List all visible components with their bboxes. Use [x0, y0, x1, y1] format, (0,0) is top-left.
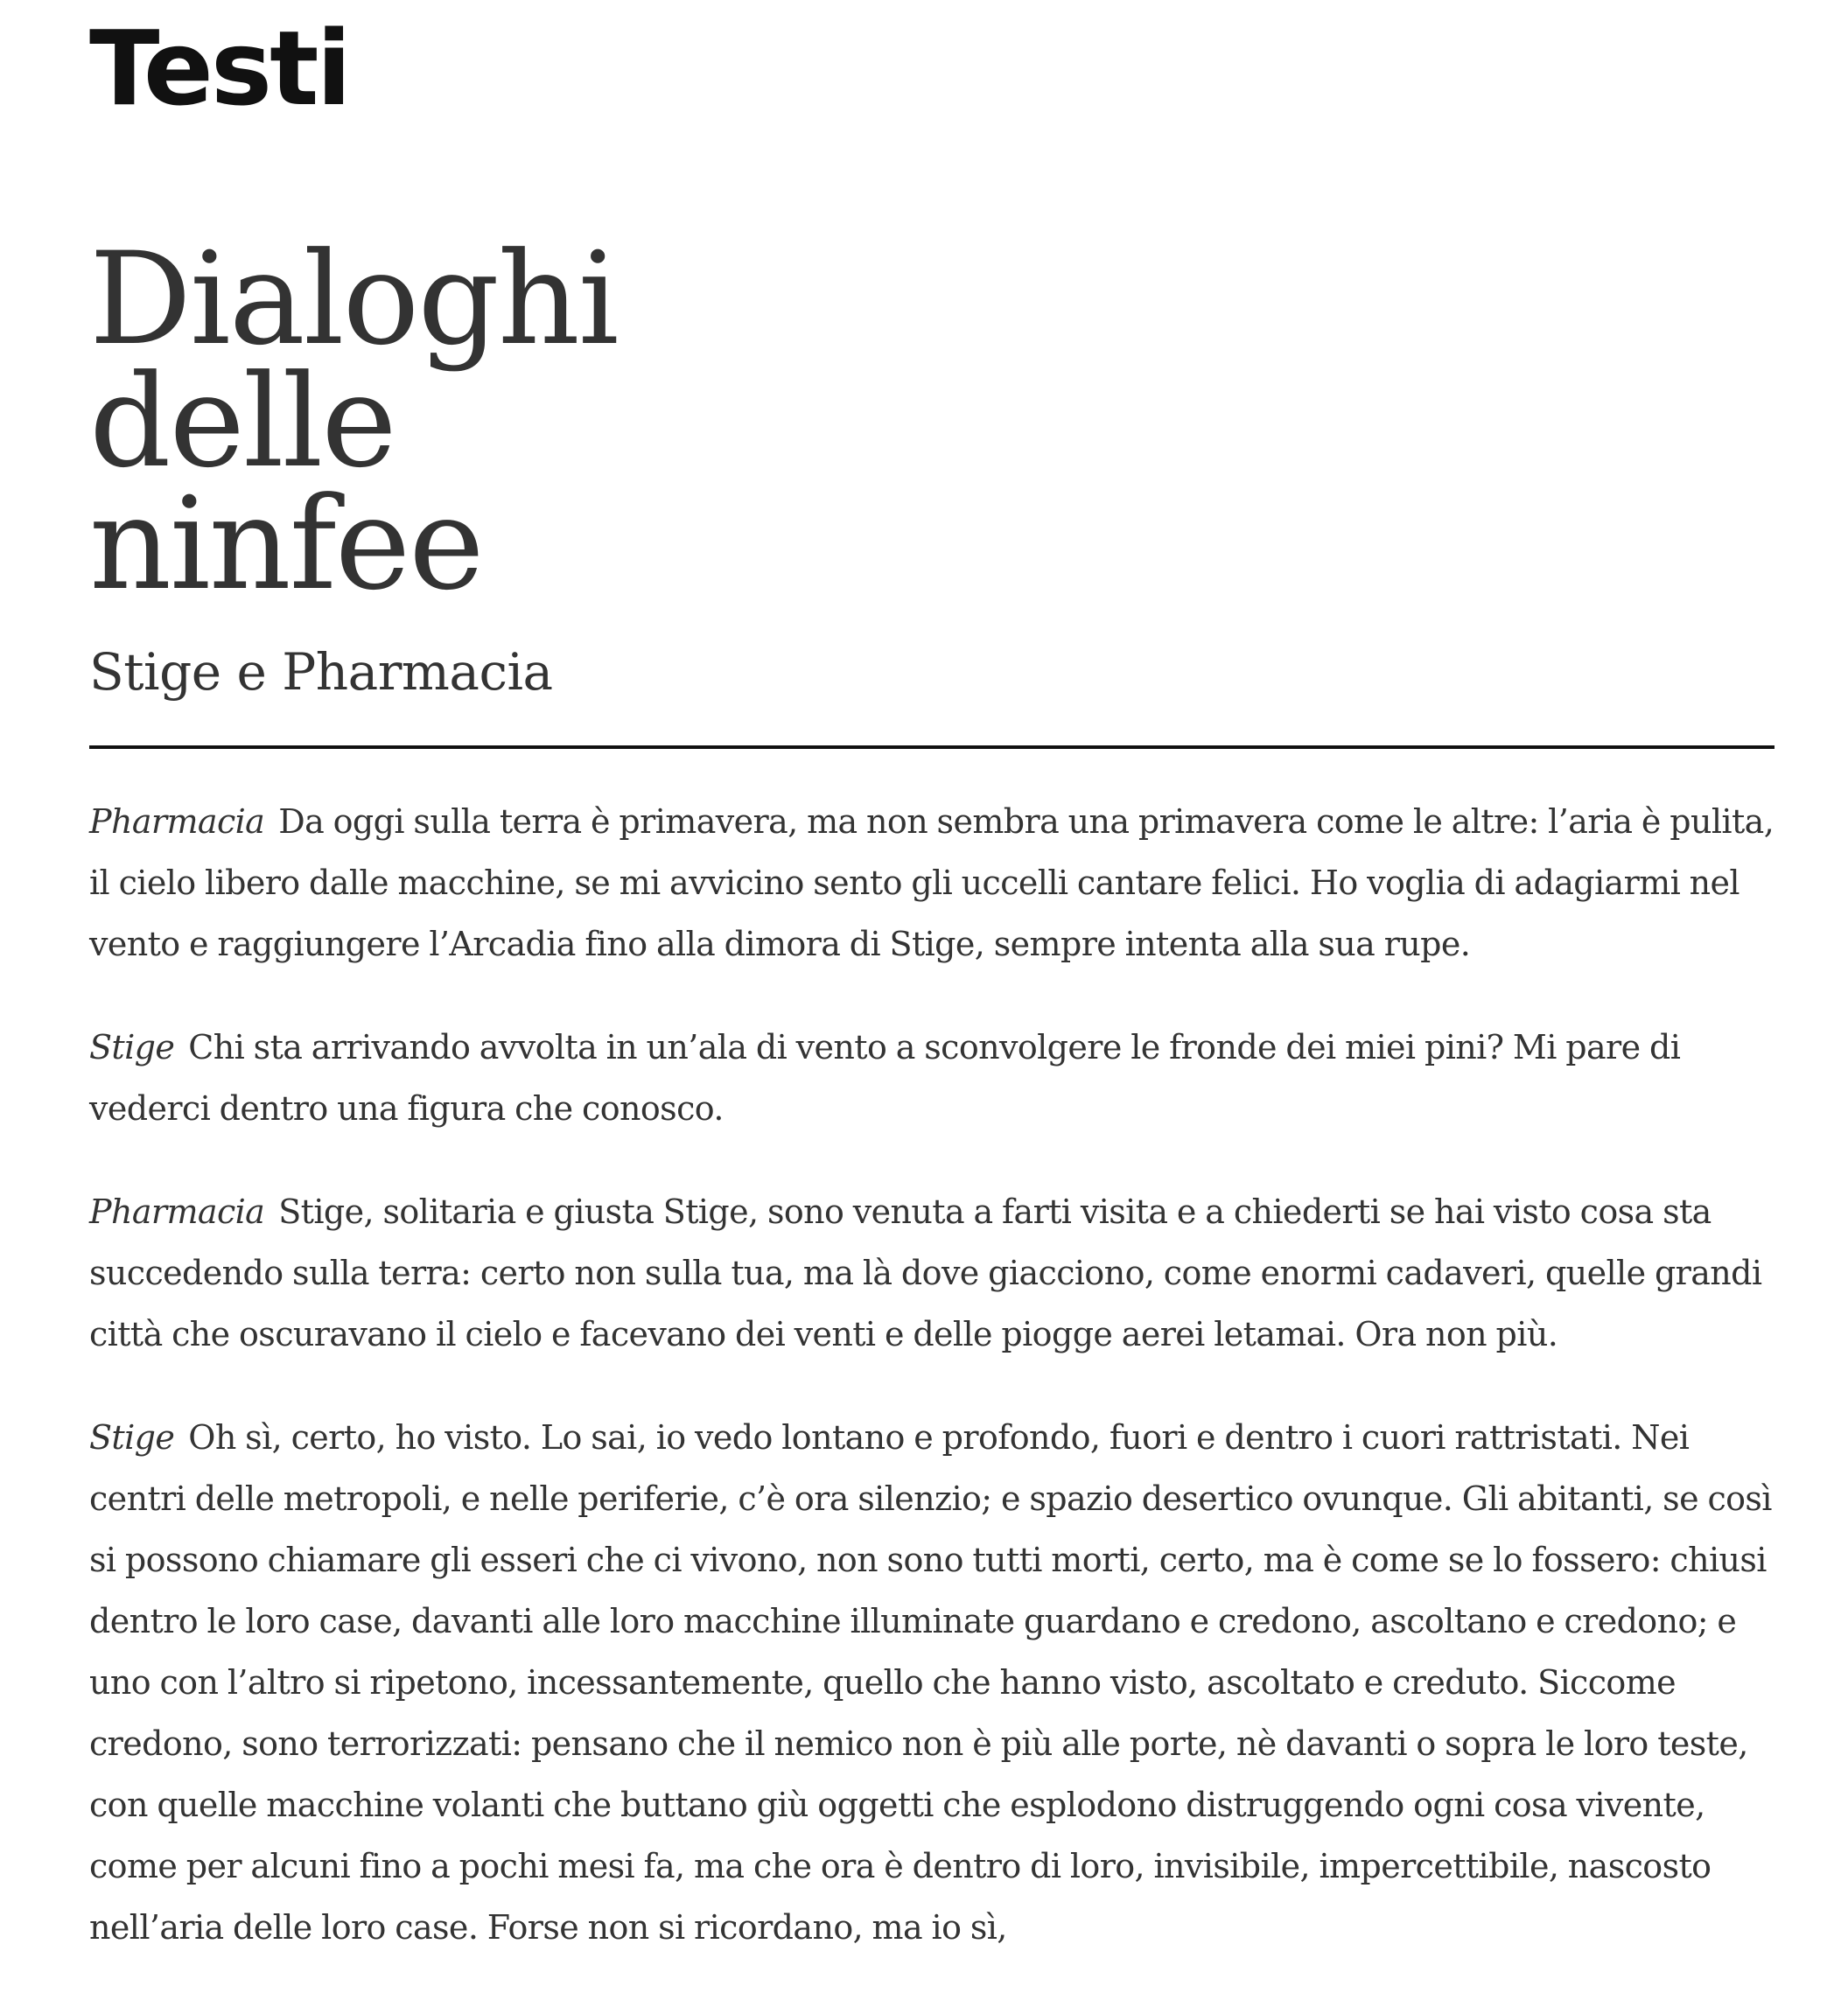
dialogue-paragraph	[89, 1181, 1774, 1365]
speaker-name: Pharmacia	[89, 1192, 265, 1231]
speaker-name: Stige	[89, 1028, 175, 1066]
speaker-name: Stige	[89, 1418, 175, 1457]
section-label[interactable]: Testi	[89, 8, 349, 129]
dialogue-paragraph	[89, 791, 1774, 975]
dialogue-paragraph	[89, 1407, 1774, 1958]
speaker-name: Pharmacia	[89, 802, 265, 841]
dialogue-text: Oh sì, certo, ho visto. Lo sai, io vedo lontano e profondo, fuori e dentro i cuori rattristati. Nei centri delle metropoli, e nelle periferie, c’è ora silenzio; e spazio desertico ovunque. Gli abitanti, se così si possono chiamare gli esseri che ci vivono, non sono tutti morti, certo, ma è come se lo fossero: chiusi dentro le loro case, davanti alle loro macchine illuminate guardano e credono, ascoltano e credono; e uno con l’altro si ripetono, incessantemente, quello che hanno visto, ascoltato e creduto. Siccome credono, sono terrorizzati: pensano che il nemico non è più alle porte, nè davanti o sopra le loro teste, con quelle macchine volanti che buttano giù oggetti che esplodono distruggendo ogni cosa vivente, come per alcuni fino a pochi mesi fa, ma che ora è dentro di loro, invisibile, impercettibile, nascosto nell’aria delle loro case. Forse non si ricordano, ma io sì,	[89, 1418, 1772, 1947]
article-title: Dialoghi delle ninfee	[89, 225, 618, 619]
article-body	[89, 791, 1774, 2000]
dialogue-text: Da oggi sulla terra è primavera, ma non sembra una primavera come le altre: l’aria è pulita, il cielo libero dalle macchine, se mi avvicino sento gli uccelli cantare felici. Ho voglia di adagiarmi nel vento e raggiungere l’Arcadia fino alla dimora di Stige, sempre intenta alla sua rupe.	[89, 802, 1774, 963]
article-subtitle: Stige e Pharmacia	[89, 642, 553, 702]
dialogue-paragraph	[89, 1017, 1774, 1139]
dialogue-text: Stige, solitaria e giusta Stige, sono venuta a farti visita e a chiederti se hai visto cosa sta succedendo sulla terra: certo non sulla tua, ma là dove giacciono, come enormi cadaveri, quelle grandi città che oscuravano il cielo e facevano dei venti e delle piogge aerei letamai. Ora non più.	[89, 1192, 1762, 1353]
dialogue-text: Chi sta arrivando avvolta in un’ala di vento a sconvolgere le fronde dei miei pini? Mi pare di vederci dentro una figura che conosco.	[89, 1028, 1681, 1128]
title-divider	[89, 745, 1774, 749]
